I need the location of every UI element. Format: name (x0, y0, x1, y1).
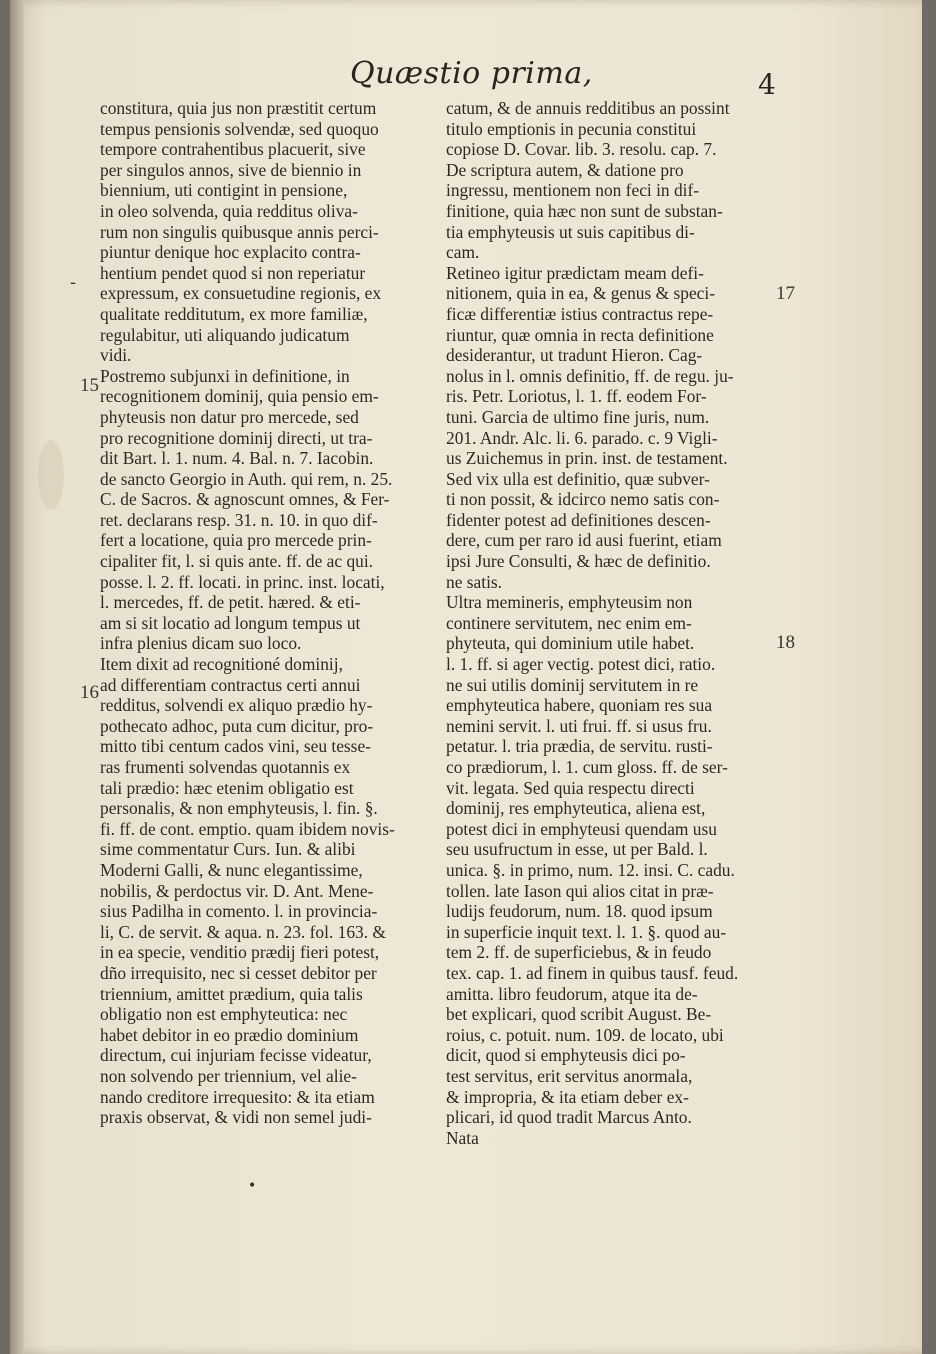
book-page (10, 0, 922, 1354)
text-line: unica. §. in primo, num. 12. insi. C. cadu. (446, 859, 735, 880)
folio-number: 4 (758, 68, 776, 101)
text-line: De scriptura autem, & datione pro (446, 159, 684, 180)
text-line: ludijs feudorum, num. 18. quod ipsum (446, 901, 713, 922)
text-line: tali prædio: hæc etenim obligatio est (100, 777, 354, 798)
running-title: Quæstio prima, (350, 56, 593, 91)
text-line: Ultra memineris, emphyteusim non (446, 592, 693, 613)
text-line: l. mercedes, ff. de petit. hæred. & eti- (100, 592, 361, 613)
text-line: fidenter potest ad definitiones descen- (446, 509, 711, 530)
text-line: titulo emptionis in pecunia constitui (446, 118, 697, 139)
text-line: regulabitur, uti aliquando judicatum (100, 324, 350, 345)
margin-number-18: 18 (776, 632, 795, 653)
text-line: tempore contrahentibus placuerit, sive (100, 139, 366, 160)
text-line: petatur. l. tria prædia, de servitu. rusti- (446, 736, 713, 757)
text-line: ti non possit, & idcirco nemo satis con- (446, 489, 720, 510)
text-line: in superficie inquit text. l. 1. §. quod au- (446, 921, 727, 942)
text-line: roius, c. potuit. num. 109. de locato, ubi (446, 1024, 724, 1045)
text-line: de sancto Georgio in Auth. qui rem, n. 25. (100, 468, 393, 489)
paper-stain (38, 440, 64, 510)
text-line: ingressu, mentionem non feci in dif- (446, 180, 700, 201)
text-line: rum non singulis quibusque annis perci- (100, 221, 379, 242)
text-line: riuntur, quæ omnia in recta definitione (446, 324, 714, 345)
text-line: nobilis, & perdoctus vir. D. Ant. Mene- (100, 880, 374, 901)
text-line: Nata (446, 1127, 479, 1148)
text-line: tia emphyteusis ut suis capitibus di- (446, 221, 695, 242)
text-line: nitionem, quia in ea, & genus & speci- (446, 283, 716, 304)
text-line: amitta. libro feudorum, atque ita de- (446, 983, 698, 1004)
text-line: sius Padilha in comento. l. in provincia- (100, 901, 378, 922)
text-line: 201. Andr. Alc. li. 6. parado. c. 9 Vigli- (446, 427, 718, 448)
text-line: qualitate redditutum, ex more familiæ, (100, 303, 368, 324)
text-line: triennium, amittet prædium, quia talis (100, 983, 363, 1004)
text-line: habet debitor in eo prædio dominium (100, 1024, 359, 1045)
text-line: l. 1. ff. si ager vectig. potest dici, ratio. (446, 654, 716, 675)
left-text-column (100, 98, 422, 1128)
margin-number-16: 16 (80, 682, 99, 703)
text-line: tempus pensionis solvendæ, sed quoquo (100, 118, 379, 139)
text-line: Moderni Galli, & nunc elegantissime, (100, 859, 363, 880)
text-line: obligatio non est emphyteutica: nec (100, 1004, 348, 1025)
text-line: posse. l. 2. ff. locati. in princ. inst. locati, (100, 571, 385, 592)
text-line: tem 2. ff. de superficiebus, & in feudo (446, 942, 712, 963)
page-gutter-edge (10, 0, 24, 1354)
margin-number-15: 15 (80, 375, 99, 396)
text-line: personalis, & non emphyteusis, l. fin. §. (100, 798, 378, 819)
text-line: nolus in l. omnis definitio, ff. de regu. ju- (446, 365, 734, 386)
text-line: pro recognitione dominij directi, ut tra- (100, 427, 373, 448)
text-line: dere, cum per raro id ausi fuerint, etiam (446, 530, 722, 551)
text-line: phyteusis non datur pro mercede, sed (100, 406, 359, 427)
text-line: in ea specie, venditio prædij fieri potest, (100, 942, 380, 963)
text-line: cipaliter fit, l. si quis ante. ff. de ac qui. (100, 551, 374, 572)
text-line: ne satis. (446, 571, 503, 592)
text-line: finitione, quia hæc non sunt de substan- (446, 200, 723, 221)
text-line: dño irrequisito, nec si cesset debitor per (100, 962, 377, 983)
text-line: Sed vix ulla est definitio, quæ subver- (446, 468, 710, 489)
right-text-column (446, 98, 776, 1148)
text-line: piuntur denique hoc explacito contra- (100, 242, 361, 263)
text-line: constitura, quia jus non præstitit certum (100, 98, 377, 118)
text-line: Retineo igitur prædictam meam defi- (446, 262, 704, 283)
text-line: potest dici in emphyteusi quendam usu (446, 818, 717, 839)
text-line: ret. declarans resp. 31. n. 10. in quo dif- (100, 509, 378, 530)
text-line: redditus, solvendi ex aliquo prædio hy- (100, 695, 373, 716)
text-line: seu usufructum in esse, ut per Bald. l. (446, 839, 708, 860)
text-line: copiose D. Covar. lib. 3. resolu. cap. 7. (446, 139, 717, 160)
text-line: vit. legata. Sed quia respectu directi (446, 777, 695, 798)
text-line: pothecato adhoc, puta cum dicitur, pro- (100, 715, 374, 736)
text-line: cam. (446, 242, 480, 263)
text-line: fert a locatione, quia pro mercede prin- (100, 530, 372, 551)
text-line: ad differentiam contractus certi annui (100, 674, 361, 695)
text-line: tollen. late Iason qui alios citat in præ- (446, 880, 714, 901)
text-line: hentium pendet quod si non reperiatur (100, 262, 366, 283)
text-line: co prædiorum, l. 1. cum gloss. ff. de ser- (446, 757, 728, 777)
text-line: mitto tibi centum cados vini, seu tesse- (100, 736, 371, 757)
text-line: plicari, id quod tradit Marcus Anto. (446, 1107, 692, 1128)
text-line: non solvendo per triennium, vel alie- (100, 1065, 357, 1086)
margin-number-17: 17 (776, 283, 795, 304)
text-line: expressum, ex consuetudine regionis, ex (100, 283, 382, 304)
text-line: fi. ff. de cont. emptio. quam ibidem novis- (100, 818, 395, 839)
text-line: tex. cap. 1. ad finem in quibus tausf. feud. (446, 962, 739, 983)
text-line: ne sui utilis dominij servitutem in re (446, 674, 699, 695)
text-line: Postremo subjunxi in definitione, in (100, 365, 350, 386)
text-line: ras frumenti solvendas quotannis ex (100, 757, 351, 777)
text-line: am si sit locatio ad longum tempus ut (100, 612, 361, 633)
text-line: biennium, uti contigint in pensione, (100, 180, 348, 201)
text-line: dicit, quod si emphyteusis dici po- (446, 1045, 686, 1066)
text-line: catum, & de annuis redditibus an possint (446, 98, 730, 118)
text-line: recognitionem dominij, quia pensio em- (100, 386, 379, 407)
text-line: li, C. de servit. & aqua. n. 23. fol. 163. & (100, 921, 386, 942)
text-line: ipsi Jure Consulti, & hæc de definitio. (446, 551, 711, 572)
text-line: nemini servit. l. uti frui. ff. si usus fru. (446, 715, 712, 736)
footer-dot: • (248, 1178, 257, 1194)
text-line: ficæ differentiæ istius contractus repe- (446, 303, 714, 324)
text-line: nando creditore irrequesito: & ita etiam (100, 1086, 375, 1107)
text-line: sime commentatur Curs. Iun. & alibi (100, 839, 356, 860)
text-line: bet explicari, quod scribit August. Be- (446, 1004, 712, 1025)
text-line: dominij, res emphyteutica, aliena est, (446, 798, 706, 819)
text-line: dit Bart. l. 1. num. 4. Bal. n. 7. Iacobin. (100, 448, 374, 469)
text-line: infra plenius dicam suo loco. (100, 633, 302, 654)
text-line: Item dixit ad recognitioné dominij, (100, 654, 343, 675)
text-line: praxis observat, & vidi non semel judi- (100, 1107, 372, 1128)
text-line: & impropria, & ita etiam deber ex- (446, 1086, 689, 1107)
text-line: phyteuta, qui dominium utile habet. (446, 633, 695, 654)
text-line: ris. Petr. Loriotus, l. 1. ff. eodem For- (446, 386, 707, 407)
text-line: directum, cui injuriam fecisse videatur, (100, 1045, 372, 1066)
text-line: vidi. (100, 345, 132, 366)
text-line: continere servitutem, nec enim em- (446, 612, 692, 633)
text-line: per singulos annos, sive de biennio in (100, 159, 362, 180)
text-line: emphyteutica habere, quoniam res sua (446, 695, 713, 716)
margin-dash: - (70, 272, 77, 293)
text-line: desiderantur, ut tradunt Hieron. Cag- (446, 345, 703, 366)
text-line: us Zuichemus in prin. inst. de testament. (446, 448, 728, 469)
text-line: C. de Sacros. & agnoscunt omnes, & Fer- (100, 489, 390, 510)
text-line: tuni. Garcia de ultimo fine juris, num. (446, 406, 710, 427)
text-line: test servitus, erit servitus anormala, (446, 1065, 693, 1086)
text-line: in oleo solvenda, quia redditus oliva- (100, 200, 358, 221)
